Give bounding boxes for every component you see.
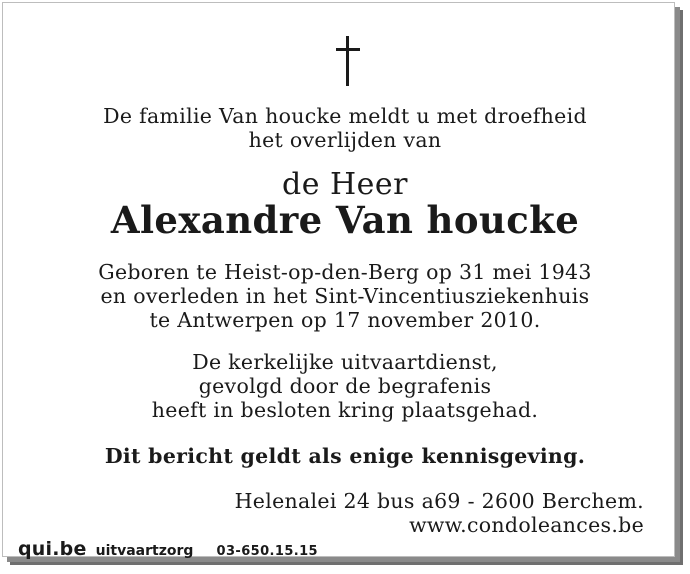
footer-phone: 03-650.15.15 (216, 544, 318, 559)
footer-bar (18, 538, 318, 560)
cross-horizontal-bar (336, 48, 360, 51)
footer-brand[interactable]: qui.be (18, 538, 87, 560)
birth-line-2: en overleden in het Sint-Vincentiusziekenhuis (100, 284, 590, 308)
deceased-name: Alexandre Van houcke (110, 198, 580, 242)
website-link[interactable]: www.condoleances.be (409, 513, 644, 537)
service-line-3: heeft in besloten kring plaatsgehad. (151, 398, 539, 422)
cross-icon (336, 36, 360, 86)
birth-line-1: Geboren te Heist-op-den-Berg op 31 mei 1943 (98, 260, 592, 284)
intro-line-1: De familie Van houcke meldt u met droefheid (103, 104, 587, 128)
honorific: de Heer (281, 167, 408, 202)
service-line-1: De kerkelijke uitvaartdienst, (192, 350, 498, 374)
footer-service: uitvaartzorg (95, 543, 194, 559)
intro-line-2: het overlijden van (248, 128, 442, 152)
address: Helenalei 24 bus a69 - 2600 Berchem. (234, 489, 644, 513)
service-line-2: gevolgd door de begrafenis (198, 374, 492, 398)
birth-line-3: te Antwerpen op 17 november 2010. (149, 308, 541, 332)
notice-statement: Dit bericht geldt als enige kennisgeving. (104, 444, 586, 468)
cross-vertical-bar (346, 36, 349, 86)
